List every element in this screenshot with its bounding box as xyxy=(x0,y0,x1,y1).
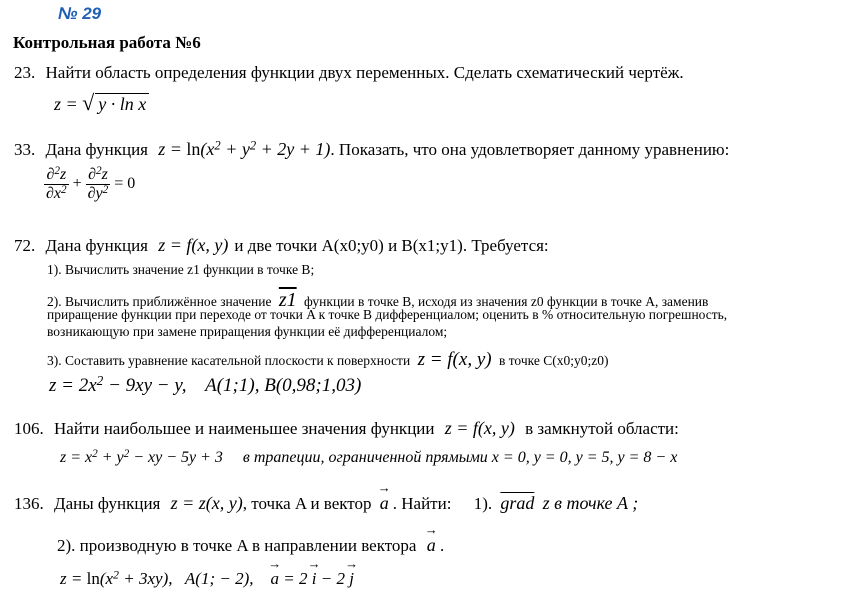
task-text: . Найти: xyxy=(392,494,452,513)
task-72: 72. Дана функция z = f(x, y) и две точки A(x0;y0) и B(x1;y1). Требуется: xyxy=(14,235,549,255)
task-106: 106. Найти наибольшее и наименьшее значения функции z = f(x, y) в замкнутой области: xyxy=(14,418,679,438)
task-text: Найти наибольшее и наименьшее значения функции xyxy=(54,419,435,438)
step-text: 2). Вычислить приближённое значение xyxy=(47,294,272,309)
item-1: 1). xyxy=(473,494,493,513)
equation-33: $\frac{\partial^2z}{\partial x^2}$ + $\frac{\partial^2z}{\partial y^2}$ = 0 xyxy=(46,164,136,202)
task-text: Даны функция xyxy=(54,494,161,513)
task-label: 23. xyxy=(14,63,36,82)
task-label: 33. xyxy=(14,140,36,159)
task-23 xyxy=(14,63,684,83)
step-text: 3). Составить уравнение касательной плоскости к поверхности xyxy=(47,353,411,368)
task-72-step-2-line3: возникающую при замене приращения функции её дифференциалом; xyxy=(47,324,448,339)
task-text-tail: . Показать, что она удовлетворяет данному уравнению: xyxy=(330,140,730,159)
task-136-item-2: 2). производную в точке A в направлении вектора → a . xyxy=(57,535,444,556)
step-text: функции в точке B, исходя из значения z0 функции в точке A, заменив xyxy=(304,294,709,309)
problem-number: № 29 xyxy=(58,4,102,23)
task-72-step-2-line2: приращение функции при переходе от точки A к точке B дифференциалом; оценить в % относительную погрешность, xyxy=(47,307,728,322)
formula-23: z = √ y · ln x xyxy=(54,90,149,116)
sqrt-radicand: y · ln x xyxy=(95,93,149,115)
task-text-tail: в замкнутой области: xyxy=(525,419,679,438)
grad-tail: z в точке A ; xyxy=(542,493,639,513)
eq-rhs: = 0 xyxy=(114,175,136,193)
item-text: 2). производную в точке A в направлении вектора xyxy=(57,536,417,555)
formula-lhs: z = xyxy=(54,94,78,114)
page-title: Контрольная работа №6 xyxy=(13,33,201,52)
step-text: в точке C(x0;y0;z0) xyxy=(498,353,609,368)
task-label: 72. xyxy=(14,236,36,255)
task-label: 136. xyxy=(14,494,44,513)
task-33: 33. Дана функция $z = \ln(x^2 + y^2 + 2y + 1)$. Показать, что она удовлетворяет данному уравнению: xyxy=(14,138,730,159)
region-text: в трапеции, ограниченной прямыми x = 0, y = 0, y = 5, y = 8 − x xyxy=(242,449,678,466)
task-106-data: $z = x^2 + y^2$ − xy − 5y + 3 в трапеции, ограниченной прямыми x = 0, y = 0, y = 5, y = 8 − x xyxy=(60,447,678,466)
point-a: A(1; − 2), xyxy=(184,569,254,588)
task-136: 136. Даны функция z = z(x, y), точка A и вектор → a . Найти: 1). grad z в точке A ; xyxy=(14,493,638,514)
task-text: Дана функция xyxy=(45,140,148,159)
task-text: Дана функция xyxy=(45,236,148,255)
task-72-step-1: 1). Вычислить значение z1 функции в точке B; xyxy=(47,262,315,277)
task-text: , точка A и вектор xyxy=(242,494,372,513)
z1-overlined: z1 xyxy=(278,289,297,311)
task-text: Найти область определения функции двух переменных. Сделать схематический чертёж. xyxy=(45,63,684,82)
points: A(1;1), B(0,98;1,03) xyxy=(205,375,362,396)
grad-overlined: grad xyxy=(500,493,535,513)
task-136-data: $z = \ln(x^2 + 3xy)$, A(1; − 2), → a = 2 → i − 2 → j xyxy=(60,569,354,589)
task-label: 106. xyxy=(14,419,44,438)
task-72-step-3: 3). Составить уравнение касательной плоскости к поверхности z = f(x, y) в точке C(x0;y0;z0) xyxy=(47,349,609,370)
task-72-data: $z = 2x^2 - 9xy - y$, A(1;1), B(0,98;1,03) xyxy=(49,373,362,396)
task-text-tail: и две точки A(x0;y0) и B(x1;y1). Требуется: xyxy=(234,236,549,255)
